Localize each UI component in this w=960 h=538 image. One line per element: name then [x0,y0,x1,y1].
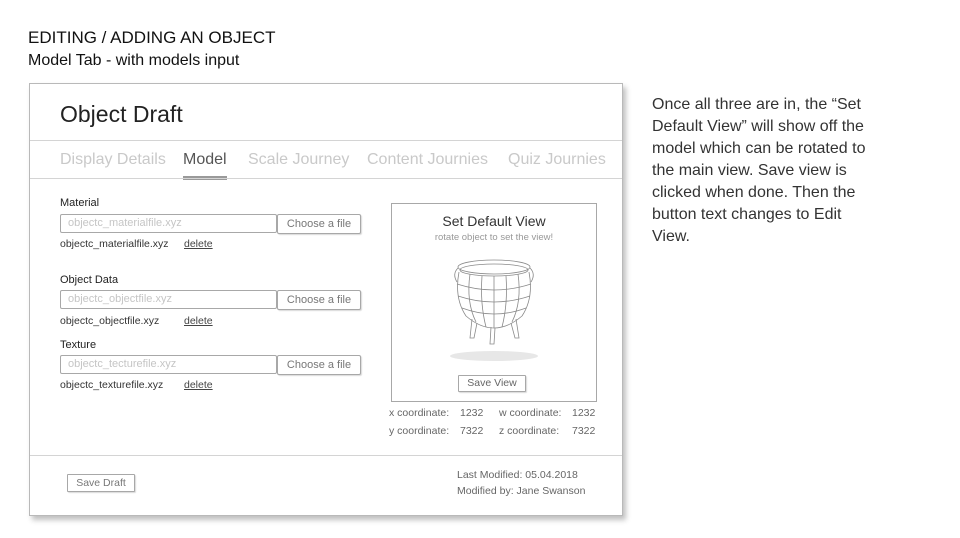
save-view-button[interactable]: Save View [458,375,526,392]
header-divider [30,140,622,141]
texture-input[interactable]: objectc_tecturefile.xyz [60,355,277,374]
default-view-viewer[interactable] [391,203,597,402]
last-modified: Last Modified: 05.04.2018 [457,469,578,481]
tab-quiz-journies[interactable]: Quiz Journies [508,151,606,168]
viewer-subtitle: rotate object to set the view! [434,232,554,243]
slide-subtitle: Model Tab - with models input [28,52,240,69]
object-data-delete-link[interactable]: delete [184,315,213,327]
object-draft-panel [29,83,623,516]
texture-label: Texture [60,339,97,351]
footer-divider [30,455,622,456]
material-filename: objectc_materialfile.xyz [60,238,169,250]
panel-title: Object Draft [60,101,183,127]
z-coordinate-value: 7322 [572,425,596,437]
x-coordinate-label: x coordinate: [389,407,450,419]
texture-filename: objectc_texturefile.xyz [60,379,164,391]
object-data-input[interactable]: objectc_objectfile.xyz [60,290,277,309]
object-data-label: Object Data [60,274,119,286]
y-coordinate-value: 7322 [460,425,484,437]
slide-title: EDITING / ADDING AN OBJECT [28,28,276,47]
tab-scale-journey[interactable]: Scale Journey [248,151,350,168]
w-coordinate-value: 1232 [572,407,596,419]
z-coordinate-label: z coordinate: [499,425,560,437]
save-draft-button[interactable]: Save Draft [67,474,135,492]
tab-model[interactable]: Model [183,151,227,168]
material-label: Material [60,197,100,209]
tab-display-details[interactable]: Display Details [60,151,166,168]
material-input[interactable]: objectc_materialfile.xyz [60,214,277,233]
viewer-title: Set Default View [442,213,546,229]
tab-content-journies[interactable]: Content Journies [367,151,488,168]
y-coordinate-label: y coordinate: [389,425,450,437]
annotation-text: Once all three are in, the “Set Default View” will show off the model which can be rotated to the main view. Save view is clicked when done. Then the button text changes to Edit View. [652,96,866,245]
object-data-filename: objectc_objectfile.xyz [60,315,160,327]
material-choose-file-button[interactable]: Choose a file [277,214,361,234]
w-coordinate-label: w coordinate: [499,407,562,419]
object-data-choose-file-button[interactable]: Choose a file [277,290,361,310]
x-coordinate-value: 1232 [460,407,484,419]
texture-choose-file-button[interactable]: Choose a file [277,355,361,375]
cauldron-wireframe-icon[interactable] [446,256,542,366]
texture-delete-link[interactable]: delete [184,379,213,391]
material-delete-link[interactable]: delete [184,238,213,250]
tabs-divider [30,178,622,179]
modified-by: Modified by: Jane Swanson [457,485,586,497]
